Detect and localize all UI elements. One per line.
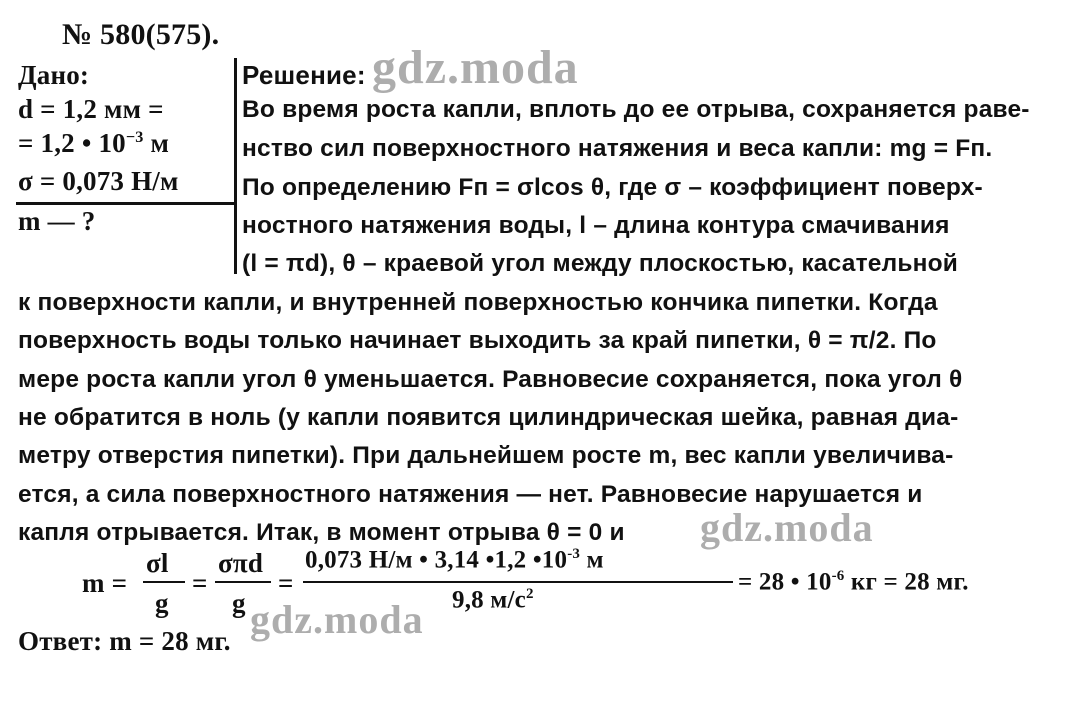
solution-line-8: мере роста капли угол θ уменьшается. Равновесие сохраняется, пока угол θ: [18, 366, 963, 393]
formula-eq2: =: [278, 568, 294, 598]
watermark-middle: gdz.moda: [700, 505, 874, 550]
formula-bar3: [303, 581, 733, 583]
given-d-line2: [18, 128, 169, 159]
solution-line-9: не обратится в ноль (у капли появится цилиндрическая шейка, равная диа-: [18, 404, 959, 431]
solution-line-6: к поверхности капли, и внутренней поверхностью кончика пипетки. Когда: [18, 289, 938, 316]
formula-num2: σπd: [218, 548, 264, 578]
formula-num3-exponent: -3: [567, 546, 581, 562]
solution-line-5: (l = πd), θ – краевой угол между плоскостью, касательной: [242, 250, 959, 277]
formula-num3-unit: м: [580, 546, 604, 574]
formula-num3: [305, 546, 604, 574]
given-divider: [16, 202, 234, 205]
formula-eq1: =: [192, 568, 208, 598]
given-separator: [234, 58, 237, 274]
given-find: m — ?: [18, 206, 96, 236]
formula-result-tail: кг = 28 мг.: [844, 568, 969, 596]
given-d-unit: м: [143, 128, 170, 158]
formula-result: [738, 568, 969, 596]
given-d-line1: d = 1,2 мм =: [18, 94, 164, 124]
answer-line: Ответ: m = 28 мг.: [18, 626, 231, 656]
solution-line-10: метру отверстия пипетки). При дальнейшем росте m, вес капли увеличива-: [18, 442, 954, 469]
watermark-top: gdz.moda: [372, 41, 579, 94]
given-d-value: = 1,2 • 10: [18, 128, 126, 158]
formula-den1: g: [155, 588, 169, 618]
formula-den3-exponent: 2: [525, 586, 534, 602]
formula-num3-value: 0,073 Н/м • 3,14 •1,2 •10: [305, 546, 568, 574]
formula-result-value: = 28 • 10: [738, 568, 832, 596]
solution-line-2: нство сил поверхностного натяжения и веса капли: mg = Fп.: [242, 135, 993, 162]
problem-number: № 580(575).: [62, 18, 220, 51]
formula-den2: g: [232, 588, 246, 618]
solution-line-7: поверхность воды только начинает выходить за край пипетки, θ = π/2. По: [18, 327, 937, 354]
watermark-bottom: gdz.moda: [250, 597, 424, 642]
formula-result-exponent: -6: [831, 568, 845, 584]
formula-num1: σl: [146, 548, 169, 578]
given-heading: Дано:: [18, 60, 90, 90]
solution-line-12: капля отрывается. Итак, в момент отрыва θ = 0 и: [18, 519, 625, 546]
given-d-exponent: −3: [125, 128, 144, 146]
formula-bar1: [143, 581, 185, 583]
solution-line-1: Во время роста капли, вплоть до ее отрыва, сохраняется раве-: [242, 96, 1030, 123]
formula-den3-value: 9,8 м/с: [452, 586, 526, 614]
solution-line-3: По определению Fп = σlcos θ, где σ – коэффициент поверх-: [242, 174, 983, 201]
solution-line-11: ется, а сила поверхностного натяжения — нет. Равновесие нарушается и: [18, 481, 923, 508]
formula-bar2: [215, 581, 271, 583]
solution-heading: Решение:: [242, 60, 366, 90]
solution-line-4: ностного натяжения воды, l – длина контура смачивания: [242, 212, 950, 239]
formula-m-equals: m =: [82, 568, 128, 598]
given-sigma: σ = 0,073 Н/м: [18, 166, 179, 196]
formula-den3: [452, 586, 534, 614]
